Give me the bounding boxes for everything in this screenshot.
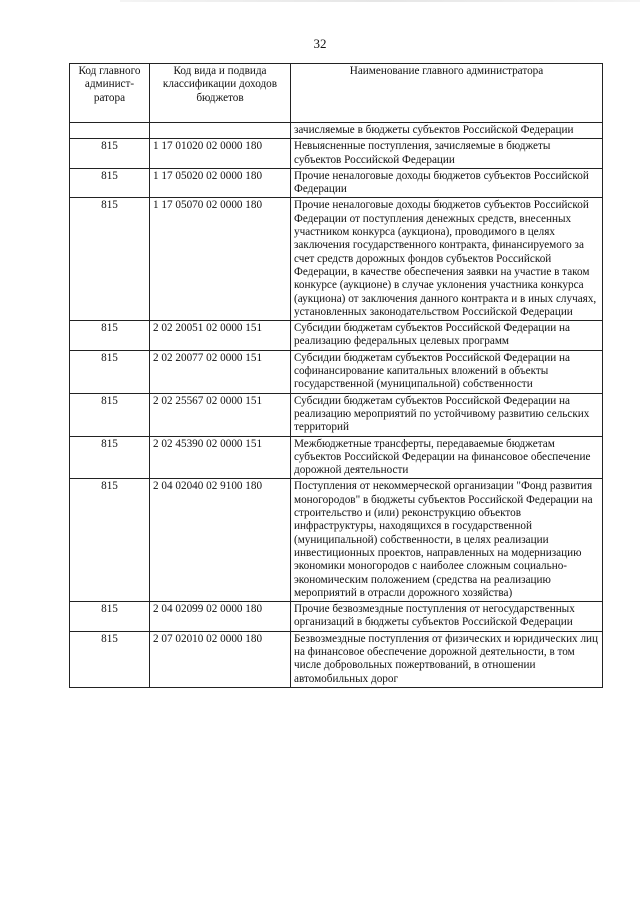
- admin-code-cell: 815: [70, 631, 150, 687]
- table-row: [70, 139, 603, 169]
- table-header-row: [70, 64, 603, 123]
- admin-code-cell: 815: [70, 393, 150, 436]
- administrator-name-cell: Прочие неналоговые доходы бюджетов субъектов Российской Федерации от поступления денежных средств, внесенных участником конкурса (аукциона), проводимого в целях заключения государственного контракта, финансируемого за счет средств дорожных фондов субъектов Российской Федерации, в качестве обеспечения заявки на участие в таком конкурсе (аукционе) в случае уклонения участника конкурса (аукциона) от заключения данного контракта и в иных случаях, установленных законодательством Российской Федерации: [291, 198, 603, 321]
- table-row: [70, 350, 603, 393]
- header-administrator-name: Наименование главного администратора: [291, 64, 603, 123]
- table-row: [70, 631, 603, 687]
- table-row: [70, 436, 603, 479]
- admin-code-cell: [70, 123, 150, 139]
- table-row: [70, 321, 603, 351]
- revenue-code-cell: 2 02 20077 02 0000 151: [150, 350, 291, 393]
- revenue-code-cell: 2 07 02010 02 0000 180: [150, 631, 291, 687]
- revenue-code-cell: 2 04 02040 02 9100 180: [150, 479, 291, 602]
- administrator-name-cell: Субсидии бюджетам субъектов Российской Федерации на реализацию мероприятий по устойчивому развитию сельских территорий: [291, 393, 603, 436]
- administrator-name-cell: Невыясненные поступления, зачисляемые в бюджеты субъектов Российской Федерации: [291, 139, 603, 169]
- table-row: [70, 168, 603, 198]
- table-row: [70, 198, 603, 321]
- page-number: 32: [313, 36, 327, 51]
- revenue-code-cell: 1 17 05020 02 0000 180: [150, 168, 291, 198]
- revenue-code-cell: 2 02 25567 02 0000 151: [150, 393, 291, 436]
- table-row: [70, 393, 603, 436]
- administrator-name-cell: зачисляемые в бюджеты субъектов Российской Федерации: [291, 123, 603, 139]
- administrator-name-cell: Межбюджетные трансферты, передаваемые бюджетам субъектов Российской Федерации на финансовое обеспечение дорожной деятельности: [291, 436, 603, 479]
- admin-code-cell: 815: [70, 321, 150, 351]
- admin-code-cell: 815: [70, 168, 150, 198]
- administrator-name-cell: Прочие неналоговые доходы бюджетов субъектов Российской Федерации: [291, 168, 603, 198]
- table-row: [70, 123, 603, 139]
- admin-code-cell: 815: [70, 602, 150, 632]
- revenue-codes-table: [69, 63, 603, 688]
- scan-edge-shade: [120, 0, 640, 2]
- revenue-code-cell: [150, 123, 291, 139]
- revenue-code-cell: 1 17 05070 02 0000 180: [150, 198, 291, 321]
- admin-code-cell: 815: [70, 436, 150, 479]
- revenue-code-cell: 2 02 20051 02 0000 151: [150, 321, 291, 351]
- admin-code-cell: 815: [70, 198, 150, 321]
- administrator-name-cell: Субсидии бюджетам субъектов Российской Федерации на реализацию федеральных целевых программ: [291, 321, 603, 351]
- admin-code-cell: 815: [70, 479, 150, 602]
- admin-code-cell: 815: [70, 350, 150, 393]
- revenue-code-cell: 1 17 01020 02 0000 180: [150, 139, 291, 169]
- table-row: [70, 602, 603, 632]
- admin-code-cell: 815: [70, 139, 150, 169]
- header-revenue-code: Код вида и подвида классификации доходов бюджетов: [150, 64, 291, 123]
- header-admin-code: Код главного админист-ратора: [70, 64, 150, 123]
- revenue-code-cell: 2 04 02099 02 0000 180: [150, 602, 291, 632]
- revenue-code-cell: 2 02 45390 02 0000 151: [150, 436, 291, 479]
- administrator-name-cell: Субсидии бюджетам субъектов Российской Федерации на софинансирование капитальных вложений в объекты государственной (муниципальной) собственности: [291, 350, 603, 393]
- administrator-name-cell: Прочие безвозмездные поступления от негосударственных организаций в бюджеты субъектов Российской Федерации: [291, 602, 603, 632]
- table-row: [70, 479, 603, 602]
- administrator-name-cell: Поступления от некоммерческой организации "Фонд развития моногородов" в бюджеты субъектов Российской Федерации на строительство и (или) реконструкцию объектов инфраструктуры, находящихся в государственной (муниципальной) собственности, в целях реализации инвестиционных проектов, направленных на модернизацию экономики моногородов с наиболее сложным социально-экономическим положением (средства на реализацию мероприятий в отрасли дорожного хозяйства): [291, 479, 603, 602]
- administrator-name-cell: Безвозмездные поступления от физических и юридических лиц на финансовое обеспечение дорожной деятельности, в том числе добровольных пожертвований, в отношении автомобильных дорог: [291, 631, 603, 687]
